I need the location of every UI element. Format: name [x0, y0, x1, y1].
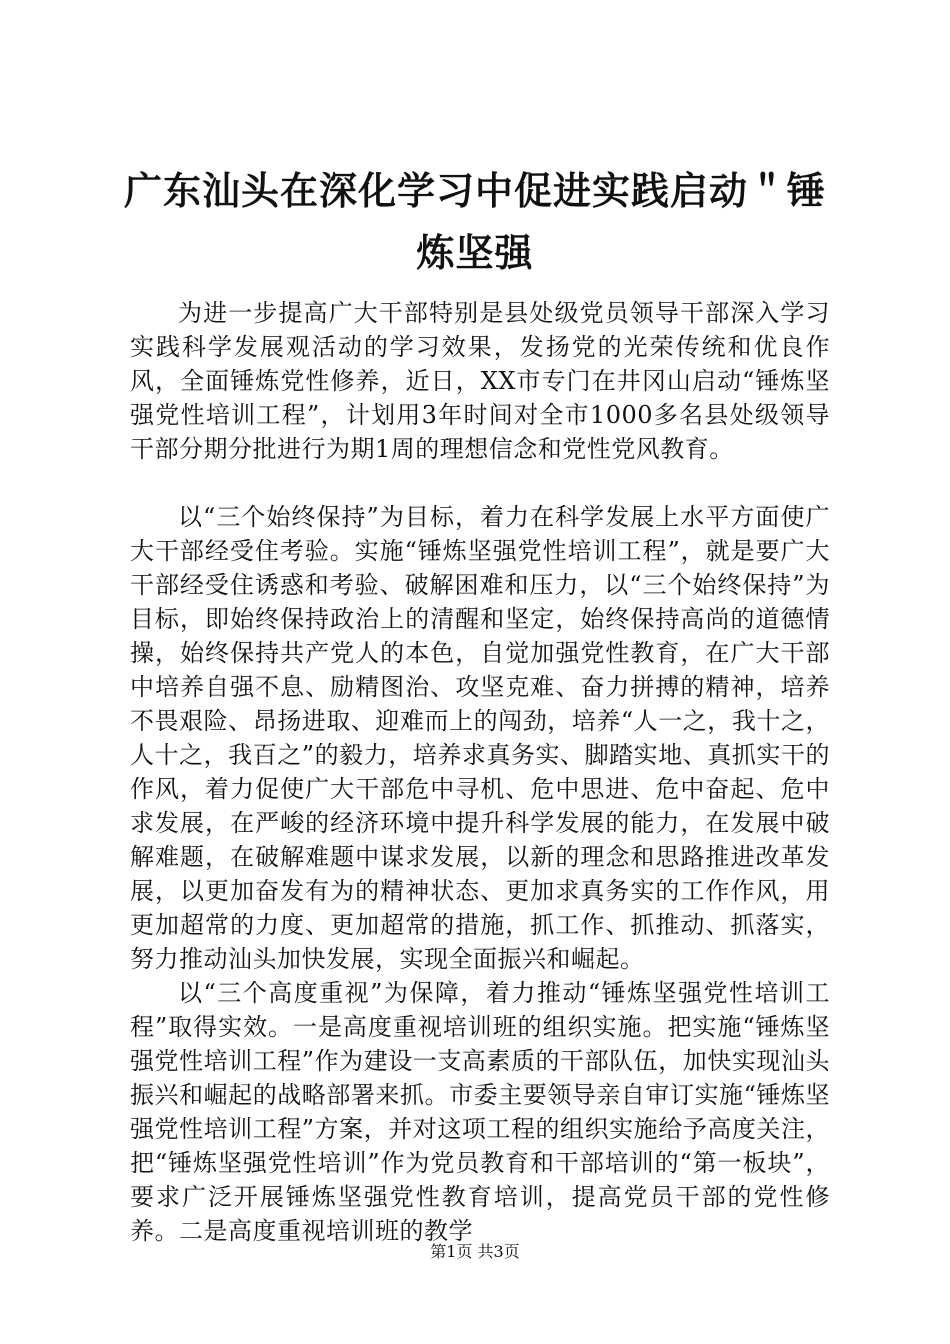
paragraph-three-maintains: 以“三个始终保持”为目标，着力在科学发展上水平方面使广大干部经受住考验。实施“锤炼坚强党性培训工程”，就是要广大干部经受住诱惑和考验、破解困难和压力，以“三个始终保持”为目标，即始终保持政治上的清醒和坚定，始终保持高尚的道德情操，始终保持共产党人的本色，自觉加强党性教育，在广大干部中培养自强不息、励精图治、攻坚克难、奋力拼搏的精神，培养不畏艰险、昂扬进取、迎难而上的闯劲，培养“人一之，我十之，人十之，我百之”的毅力，培养求真务实、脚踏实地、真抓实干的作风，着力促使广大干部危中寻机、危中思进、危中奋起、危中求发展，在严峻的经济环境中提升科学发展的能力，在发展中破解难题，在破解难题中谋求发展，以新的理念和思路推进改革发展，以更加奋发有为的精神状态、更加求真务实的工作作风，用更加超常的力度、更加超常的措施，抓工作、抓推动、抓落实，努力推动汕头加快发展，实现全面振兴和崛起。: [130, 503, 830, 973]
document-title: 广东汕头在深化学习中促进实践启动＂锤炼坚强: [123, 169, 826, 275]
paragraph-intro: 为进一步提高广大干部特别是县处级党员领导干部深入学习实践科学发展观活动的学习效果，发扬党的光荣传统和优良作风，全面锤炼党性修养，近日，XX市专门在井冈山启动“锤炼坚强党性培训工程”，计划用3年时间对全市1000多名县处级领导干部分期分批进行为期1周的理想信念和党性党风教育。: [130, 299, 830, 463]
paragraph-three-emphases: 以“三个高度重视”为保障，着力推动“锤炼坚强党性培训工程”取得实效。一是高度重视培训班的组织实施。把实施“锤炼坚强党性培训工程”作为建设一支高素质的干部队伍，加快实现汕头振兴和崛起的战略部署来抓。市委主要领导亲自审订实施“锤炼坚强党性培训工程”方案，并对这项工程的组织实施给予高度关注，把“锤炼坚强党性培训”作为党员教育和干部培训的“第一板块”，要求广泛开展锤炼坚强党性教育培训，提高党员干部的党性修养。二是高度重视培训班的教学: [130, 979, 830, 1245]
document-body: [130, 296, 830, 1248]
page-number-footer: 第1页 共3页: [430, 1242, 520, 1261]
